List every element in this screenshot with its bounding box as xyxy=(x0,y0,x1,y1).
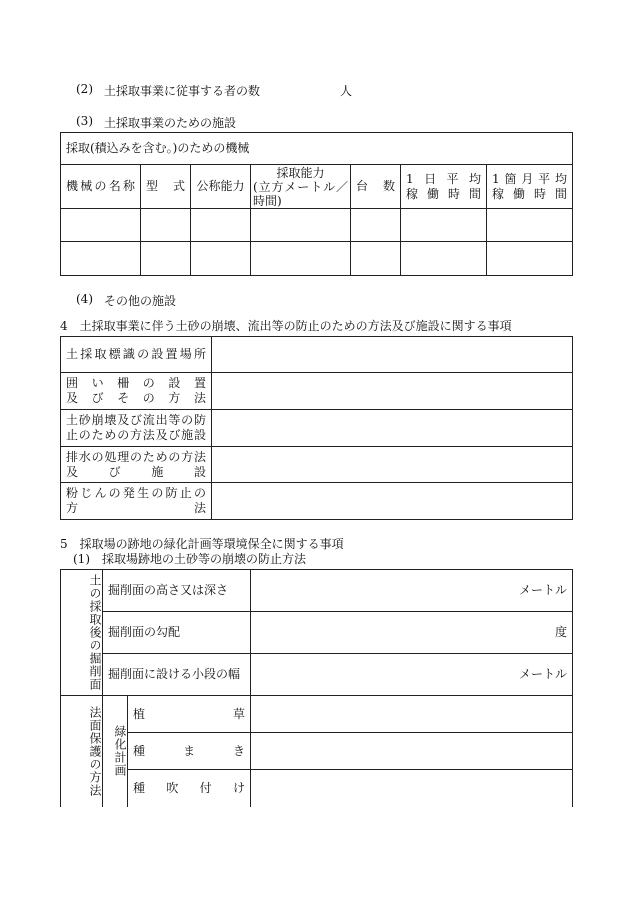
header-monthly-line2: 稼働時間 xyxy=(492,186,568,201)
section4-label-2 xyxy=(61,373,212,410)
section4-row xyxy=(61,410,573,447)
header-capacity-line3: 時間) xyxy=(253,193,282,208)
excavation-label-3: 掘削面に設ける小段の幅 xyxy=(103,654,251,696)
cell-input[interactable] xyxy=(251,209,351,242)
greening-label-3: 種吹付け xyxy=(128,770,251,807)
section4-label-4-line2: 及び施設 xyxy=(66,464,206,479)
greening-label-2: 種まき xyxy=(128,733,251,770)
excavation-group-label: 土の採取後の掘削面 xyxy=(61,570,103,696)
excavation-value-3[interactable]: メートル xyxy=(251,654,573,696)
cell-input[interactable] xyxy=(191,209,251,242)
section4-label-3 xyxy=(61,410,212,447)
cell-input[interactable] xyxy=(487,209,573,242)
excavation-label-2: 掘削面の勾配 xyxy=(103,611,251,654)
machine-table-title: 採取(積込みを含む。)のための機械 xyxy=(61,133,573,165)
header-count: 台 数 xyxy=(351,165,401,209)
cell-input[interactable] xyxy=(141,209,191,242)
cell-input[interactable] xyxy=(351,209,401,242)
section4-table xyxy=(60,336,573,520)
section5-row xyxy=(61,570,573,612)
cell-input[interactable] xyxy=(251,242,351,276)
cell-input[interactable] xyxy=(401,209,487,242)
cell-input[interactable] xyxy=(141,242,191,276)
cell-input[interactable] xyxy=(61,242,141,276)
greening-label-1: 植草 xyxy=(128,696,251,733)
excavation-label-1: 掘削面の高さ又は深さ xyxy=(103,570,251,612)
section4-row xyxy=(61,373,573,410)
header-daily-line2: 稼働時間 xyxy=(406,186,481,201)
cell-input[interactable] xyxy=(191,242,251,276)
section5-table xyxy=(60,569,573,807)
section4-heading: 4 土採取事業に伴う土砂の崩壊、流出等の防止のための方法及び施設に関する事項 xyxy=(60,319,512,333)
header-daily-line1: 1日平均 xyxy=(406,171,481,186)
header-monthly-line1: 1箇月平均 xyxy=(492,171,568,186)
header-machine-name: 機械の名称 xyxy=(61,165,141,209)
header-extraction-capacity xyxy=(251,165,351,209)
section5-row xyxy=(61,733,573,770)
cell-input[interactable] xyxy=(61,209,141,242)
section4-label-3-line1: 土砂崩壊及び流出等の防 xyxy=(66,413,206,427)
item3-text: 土採取事業のための施設 xyxy=(104,116,237,130)
item2-text: 土採取事業に従事する者の数 xyxy=(104,84,261,98)
section4-value-4[interactable] xyxy=(212,447,573,483)
section4-row xyxy=(61,483,573,520)
machine-table-row xyxy=(61,242,573,276)
section4-label-4 xyxy=(61,447,212,483)
header-monthly-hours xyxy=(487,165,573,209)
section4-label-5-line2: 方法 xyxy=(66,501,206,515)
greening-plan-label: 緑化計画 xyxy=(103,696,128,807)
section4-label-2-line1: 囲い柵の設置 xyxy=(66,376,206,390)
section4-row xyxy=(61,337,573,373)
item4-number: (4) xyxy=(76,292,93,306)
header-capacity-line2: (立方メートル／ xyxy=(253,179,348,194)
section5-row xyxy=(61,654,573,696)
excavation-value-2[interactable]: 度 xyxy=(251,611,573,654)
section4-label-3-line2: 止のための方法及び施設 xyxy=(66,428,206,442)
machine-table xyxy=(60,132,573,276)
cell-input[interactable] xyxy=(351,242,401,276)
section5-row xyxy=(61,611,573,654)
item2-number: (2) xyxy=(76,82,93,96)
greening-value-2[interactable] xyxy=(251,733,573,770)
section4-label-5-line1: 粉じんの発生の防止の xyxy=(66,486,206,500)
header-daily-hours xyxy=(401,165,487,209)
section4-label-5 xyxy=(61,483,212,520)
section5-sub1: (1) 採取場跡地の土砂等の崩壊の防止方法 xyxy=(73,552,306,566)
header-nominal-capacity: 公称能力 xyxy=(191,165,251,209)
cell-input[interactable] xyxy=(487,242,573,276)
section4-label-4-line1: 排水の処理のための方法 xyxy=(66,449,206,464)
excavation-value-1[interactable]: メートル xyxy=(251,570,573,612)
section4-label-1: 土採取標識の設置場所 xyxy=(61,337,212,373)
header-capacity-line1: 採取能力 xyxy=(276,165,325,180)
section4-value-3[interactable] xyxy=(212,410,573,447)
section4-value-5[interactable] xyxy=(212,483,573,520)
section5-row xyxy=(61,696,573,733)
cell-input[interactable] xyxy=(401,242,487,276)
item2-unit: 人 xyxy=(340,84,353,98)
header-model: 型 式 xyxy=(141,165,191,209)
machine-table-row xyxy=(61,209,573,242)
section4-row xyxy=(61,447,573,483)
section4-value-2[interactable] xyxy=(212,373,573,410)
section5-heading: 5 採取場の跡地の緑化計画等環境保全に関する事項 xyxy=(60,537,344,551)
section4-label-2-line2: 及びその方法 xyxy=(66,391,206,405)
section5-row xyxy=(61,770,573,807)
greening-value-1[interactable] xyxy=(251,696,573,733)
slope-protection-group-label: 法面保護の方法 xyxy=(61,696,103,807)
greening-value-3[interactable] xyxy=(251,770,573,807)
item3-number: (3) xyxy=(76,114,93,128)
section4-value-1[interactable] xyxy=(212,337,573,373)
item4-text: その他の施設 xyxy=(104,294,177,308)
